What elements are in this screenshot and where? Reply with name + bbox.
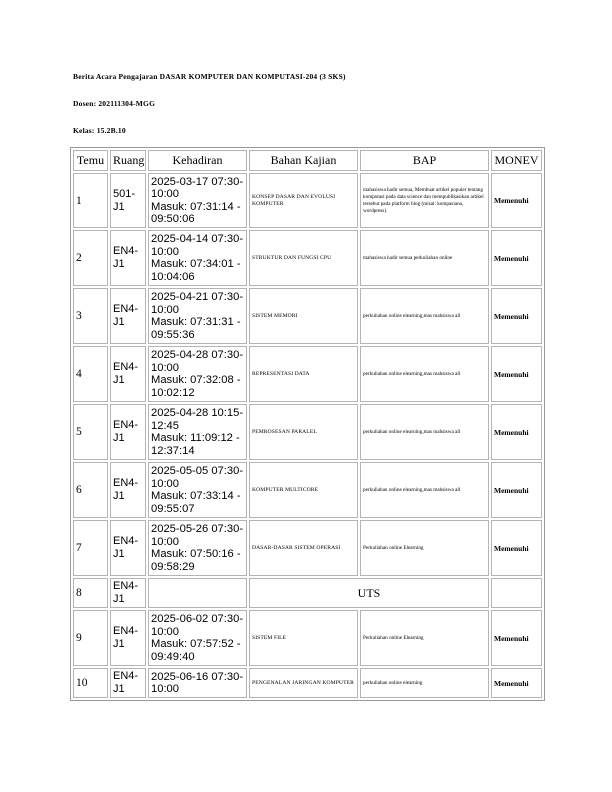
table-row	[73, 520, 542, 576]
column-header-bap: BAP	[360, 150, 489, 171]
table-row	[73, 346, 542, 402]
monev-cell: Memenuhi	[491, 173, 542, 228]
table-row	[73, 668, 542, 698]
room-cell: EN4-J1	[110, 462, 146, 518]
schedule-time: 2025-04-28 07:30-10:00	[151, 349, 244, 374]
column-header-bahan-kajian: Bahan Kajian	[249, 150, 358, 171]
column-header-temu: Temu	[73, 150, 108, 171]
room-cell: EN4-J1	[110, 668, 146, 698]
monev-cell: Memenuhi	[491, 462, 542, 518]
room-cell: EN4-J1	[110, 230, 146, 286]
schedule-time: 2025-06-02 07:30-10:00	[151, 613, 244, 638]
bap-cell: mahasiswa hadir semua perkuliahan online	[360, 230, 489, 286]
bap-cell: perkuliahan online elearning,mas mahsiswa all	[360, 404, 489, 460]
lecturer-label: Dosen: 202111304-MGG	[73, 99, 156, 108]
check-in-time: Masuk: 07:31:31 - 09:55:36	[151, 316, 241, 341]
bap-cell: perkuliahan online elearning,mas mahsiswa all	[360, 346, 489, 402]
attendance-cell	[148, 230, 247, 286]
room-cell: EN4-J1	[110, 346, 146, 402]
meeting-number: 9	[73, 610, 108, 666]
schedule-time: 2025-05-26 07:30-10:00	[151, 523, 244, 548]
room-cell: EN4-J1	[110, 520, 146, 576]
table-row	[73, 230, 542, 286]
schedule-time: 2025-05-05 07:30-10:00	[151, 465, 244, 490]
table-row	[73, 610, 542, 666]
meeting-number: 4	[73, 346, 108, 402]
uts-label: UTS	[249, 578, 489, 608]
schedule-time: 2025-04-14 07:30-10:00	[151, 233, 244, 258]
table-row	[73, 462, 542, 518]
meeting-number: 8	[73, 578, 108, 608]
topic-cell: PENGENALAN JARINGAN KOMPUTER	[249, 668, 358, 698]
meeting-number: 2	[73, 230, 108, 286]
attendance-cell	[148, 404, 247, 460]
column-header-monev: MONEV	[491, 150, 542, 171]
attendance-cell	[148, 462, 247, 518]
table-row	[73, 173, 542, 228]
meeting-number: 1	[73, 173, 108, 228]
room-cell: EN4-J1	[110, 578, 146, 608]
check-in-time: Masuk: 07:32:08 - 10:02:12	[151, 374, 241, 399]
monev-cell-empty	[491, 578, 542, 608]
table-header-row	[73, 150, 542, 171]
attendance-cell	[148, 173, 247, 228]
schedule-time: 2025-04-28 10:15-12:45	[151, 407, 244, 432]
monev-cell: Memenuhi	[491, 520, 542, 576]
monev-cell: Memenuhi	[491, 668, 542, 698]
document-title: Berita Acara Pengajaran DASAR KOMPUTER DAN KOMPUTASI-204 (3 SKS)	[73, 72, 346, 81]
meeting-number: 7	[73, 520, 108, 576]
schedule-table	[70, 147, 545, 701]
attendance-cell	[148, 346, 247, 402]
bap-cell: perkuliahan online elearning,mas mahsiswa all	[360, 462, 489, 518]
topic-cell: DASAR-DASAR SISTEM OPERASI	[249, 520, 358, 576]
check-in-time: Masuk: 07:34:01 - 10:04:06	[151, 258, 241, 283]
table-row	[73, 404, 542, 460]
topic-cell: SISTEM MEMORI	[249, 288, 358, 344]
monev-cell: Memenuhi	[491, 404, 542, 460]
schedule-time: 2025-04-21 07:30-10:00	[151, 291, 244, 316]
room-cell: EN4-J1	[110, 610, 146, 666]
check-in-time: Masuk: 07:33:14 - 09:55:07	[151, 490, 241, 515]
check-in-time: Masuk: 07:50:16 - 09:58:29	[151, 548, 241, 573]
monev-cell: Memenuhi	[491, 230, 542, 286]
bap-cell: Perkuliahan online Elearning	[360, 520, 489, 576]
bap-cell: perkuliahan online elearning	[360, 668, 489, 698]
topic-cell: REPRESENTASI DATA	[249, 346, 358, 402]
room-cell: EN4-J1	[110, 288, 146, 344]
bap-cell: perkuliahan online elearning,mas mahsiswa all	[360, 288, 489, 344]
bap-cell: Perkuliahan online Elearning	[360, 610, 489, 666]
column-header-ruang: Ruang	[110, 150, 146, 171]
meeting-number: 5	[73, 404, 108, 460]
attendance-cell	[148, 288, 247, 344]
check-in-time: Masuk: 07:31:14 - 09:50:06	[151, 200, 241, 225]
schedule-time: 2025-06-16 07:30-10:00	[151, 670, 244, 695]
attendance-cell	[148, 520, 247, 576]
schedule-time: 2025-03-17 07:30-10:00	[151, 175, 244, 200]
attendance-cell	[148, 610, 247, 666]
attendance-cell-empty	[148, 578, 247, 608]
monev-cell: Memenuhi	[491, 346, 542, 402]
topic-cell: STRUKTUR DAN FUNGSI CPU	[249, 230, 358, 286]
meeting-number: 6	[73, 462, 108, 518]
check-in-time: Masuk: 07:57:52 - 09:49:40	[151, 638, 241, 663]
monev-cell: Memenuhi	[491, 610, 542, 666]
room-cell: 501-J1	[110, 173, 146, 228]
meeting-number: 10	[73, 668, 108, 698]
attendance-cell	[148, 668, 247, 698]
room-cell: EN4-J1	[110, 404, 146, 460]
check-in-time: Masuk: 11:09:12 - 12:37:14	[151, 432, 240, 457]
topic-cell: PEMROSESAN PARALEL	[249, 404, 358, 460]
topic-cell: KONSEP DASAR DAN EVOLUSI KOMPUTER	[249, 173, 358, 228]
class-label: Kelas: 15.2B.10	[73, 126, 126, 135]
monev-cell: Memenuhi	[491, 288, 542, 344]
meeting-number: 3	[73, 288, 108, 344]
topic-cell: SISTEM FILE	[249, 610, 358, 666]
table-row	[73, 288, 542, 344]
topic-cell: KOMPUTER MULTICORE	[249, 462, 358, 518]
table-row	[73, 578, 542, 608]
bap-cell: mahasiswa hadir semua, Membuat artikel populer tentang komputasi pada data science dan mempublikasikan artikel tersebut pada platform blog (misal: kompasiana, wordpress).	[360, 173, 489, 228]
column-header-kehadiran: Kehadiran	[148, 150, 247, 171]
